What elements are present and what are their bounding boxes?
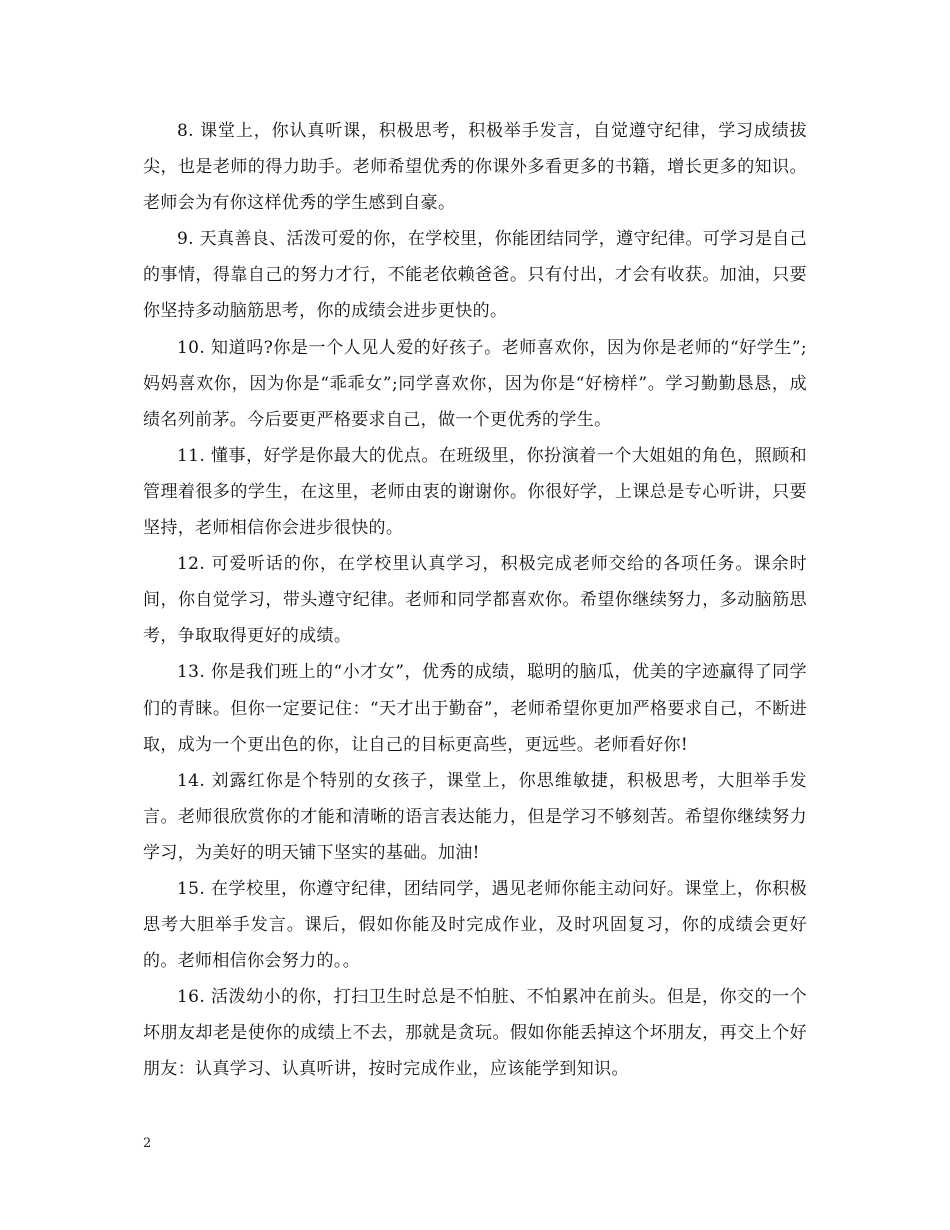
paragraph-9: 9. 天真善良、活泼可爱的你，在学校里，你能团结同学，遵守纪律。可学习是自己的事情，得靠自己的努力才行，不能老依赖爸爸。只有付出，才会有收获。加油，只要你坚持多动脑筋思考，你的成绩会进步更快的。	[143, 229, 807, 322]
paragraph-13: 13. 你是我们班上的“小才女”，优秀的成绩，聪明的脑瓜，优美的字迹赢得了同学们的青睐。但你一定要记住：“天才出于勤奋”，老师希望你更加严格要求自己，不断进取，成为一个更出色的你，让自己的目标更高些，更远些。老师看好你!	[143, 662, 807, 755]
document-body	[143, 113, 807, 1088]
paragraph-11: 11. 懂事，好学是你最大的优点。在班级里，你扮演着一个大姐姐的角色，照顾和管理着很多的学生，在这里，老师由衷的谢谢你。你很好学，上课总是专心听讲，只要坚持，老师相信你会进步很快的。	[143, 445, 807, 539]
paragraph-8: 8. 课堂上，你认真听课，积极思考，积极举手发言，自觉遵守纪律，学习成绩拔尖，也是老师的得力助手。老师希望优秀的你课外多看更多的书籍，增长更多的知识。老师会为有你这样优秀的学生感到自豪。	[143, 121, 807, 214]
paragraph-14: 14. 刘露红你是个特别的女孩子，课堂上，你思维敏捷，积极思考，大胆举手发言。老师很欣赏你的才能和清晰的语言表达能力，但是学习不够刻苦。希望你继续努力学习，为美好的明天铺下坚实的基础。加油!	[143, 770, 807, 863]
paragraph-15: 15. 在学校里，你遵守纪律，团结同学，遇见老师你能主动问好。课堂上，你积极思考大胆举手发言。课后，假如你能及时完成作业，及时巩固复习，你的成绩会更好的。老师相信你会努力的。。	[143, 878, 807, 972]
paragraph-10: 10. 知道吗?你是一个人见人爱的好孩子。老师喜欢你，因为你是老师的“好学生”;妈妈喜欢你，因为你是“乖乖女”;同学喜欢你，因为你是“好榜样”。学习勤勤恳恳，成绩名列前茅。今后要更严格要求自己，做一个更优秀的学生。	[143, 337, 807, 430]
page-number: 2	[143, 1136, 152, 1151]
paragraph-12: 12. 可爱听话的你，在学校里认真学习，积极完成老师交给的各项任务。课余时间，你自觉学习，带头遵守纪律。老师和同学都喜欢你。希望你继续努力，多动脑筋思考，争取取得更好的成绩。	[143, 554, 807, 647]
paragraph-16: 16. 活泼幼小的你，打扫卫生时总是不怕脏、不怕累冲在前头。但是，你交的一个坏朋友却老是使你的成绩上不去，那就是贪玩。假如你能丢掉这个坏朋友，再交上个好朋友：认真学习、认真听讲，按时完成作业，应该能学到知识。	[143, 987, 807, 1080]
